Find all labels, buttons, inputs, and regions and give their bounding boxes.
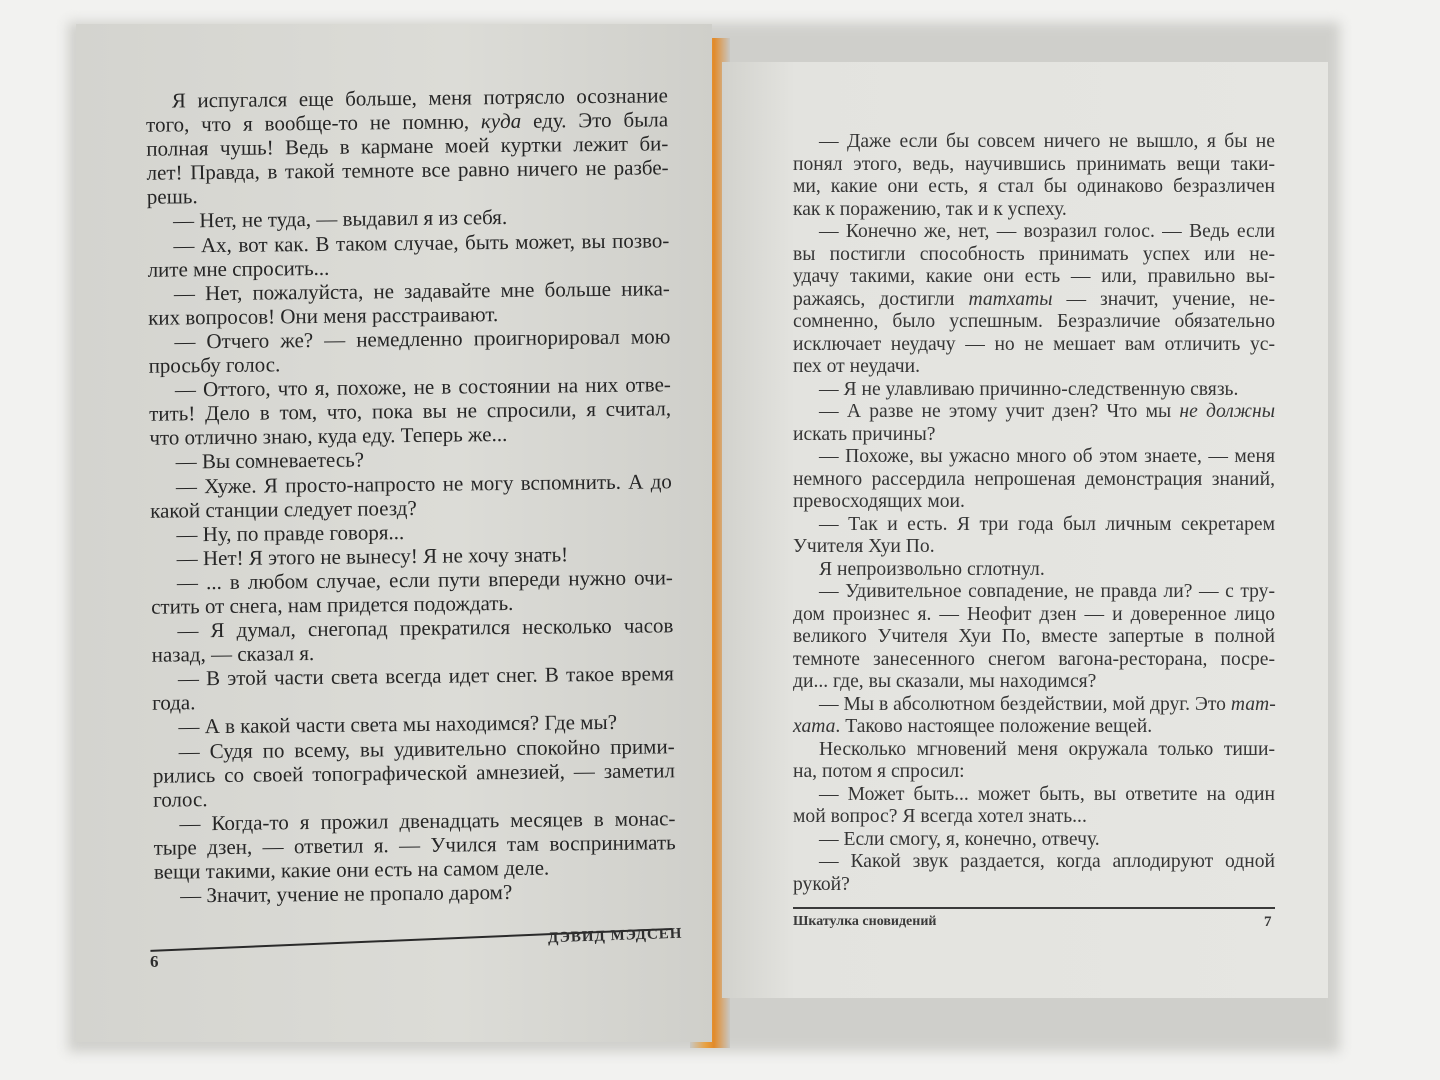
text-line: решь.: [146, 184, 198, 210]
text-line: дом произнес я. — Неофит дзен — и доверенное лицо: [793, 603, 1275, 625]
text-segment: . Таково настоящее положение вещей.: [835, 716, 1153, 737]
text-line: Я испугался еще больше, меня потрясло осознание: [171, 83, 668, 113]
text-line: какой станции следует поезд?: [150, 495, 417, 523]
text-line: ди... где, вы сказали, мы находимся?: [793, 671, 1097, 692]
text-line: — Если смогу, я, конечно, отвечу.: [819, 828, 1100, 850]
text-line: просьбу голос.: [148, 352, 281, 378]
text-line: — Я не улавливаю причинно-следственную связь.: [819, 378, 1239, 400]
text-line: удачу такими, какие они есть — или, правильно вы-: [793, 266, 1275, 287]
italic-term: татхаты: [968, 288, 1053, 310]
text-line: Несколько мгновений меня окружала только тиши-: [819, 738, 1275, 760]
right-page-body: [793, 131, 1275, 896]
italic-term: не должны: [1179, 401, 1276, 422]
text-line: — Ну, по правде говоря...: [176, 519, 405, 547]
text-line: понял этого, ведь, научившись принимать вещи таки-: [793, 153, 1275, 175]
paragraph: [148, 276, 670, 330]
text-line: — Нет, пожалуйста, не задавайте мне больше ника-: [173, 276, 670, 306]
text-line: исключает неудачу — но не мешает вам отличить ус-: [793, 333, 1275, 355]
paragraph: [150, 469, 672, 523]
paragraph: [793, 559, 1275, 582]
paragraph: [793, 446, 1275, 514]
text-line: Я непроизвольно сглотнул.: [819, 558, 1045, 580]
text-line: года.: [152, 690, 196, 716]
text-line: [793, 401, 1275, 424]
text-line: голос.: [153, 786, 208, 812]
text-line: — В этой части света всегда идет снег. В такое время: [177, 661, 675, 691]
text-line: сомненно, было успешным. Безразличие обязательно: [793, 311, 1275, 332]
text-line: тить! Дело в том, что, пока вы не спросили, я считал,: [149, 396, 672, 426]
text-line: — Я думал, снегопад прекратился несколько часов: [177, 613, 674, 643]
paragraph: [146, 83, 669, 209]
text-line: превосходящих мои.: [793, 491, 965, 512]
text-line: — Удивительное совпадение, не правда ли? — с тру-: [819, 581, 1275, 602]
text-line: что отлично знаю, куда еду. Теперь же...: [149, 422, 508, 451]
text-line: стить от снега, нам придется подождать.: [151, 590, 514, 619]
paragraph: [151, 565, 673, 619]
text-line: Учителя Хуи По.: [793, 536, 935, 557]
paragraph: [793, 694, 1275, 739]
text-line: — Ах, вот как. В таком случае, быть может, вы позво-: [173, 227, 670, 258]
text-line: — ... в любом случае, если пути впереди нужно очи-: [176, 565, 673, 595]
text-line: — Когда-то я прожил двенадцать месяцев в монас-: [179, 806, 676, 836]
text-line: — А в какой части света мы находимся? Где мы?: [178, 710, 618, 739]
italic-term: хата: [793, 716, 836, 737]
text-line: тыре дзен, — ответил я. — Учился там воспринимать: [153, 830, 676, 860]
text-line: рукой?: [793, 873, 850, 895]
text-line: — Судя по всему, вы удивительно спокойно прими-: [178, 733, 675, 763]
text-line: полная чушь! Ведь в кармане моей куртки лежит би-: [146, 131, 669, 161]
text-line: — Оттого, что я, похоже, не в состоянии на них отве-: [174, 372, 671, 402]
text-line: мой вопрос? Я всегда хотел знать...: [793, 806, 1087, 827]
text-line: — Отчего же? — немедленно проигнорировал мою: [174, 324, 671, 354]
text-line: лите мне спросить...: [147, 255, 330, 282]
paragraph: [793, 379, 1275, 402]
italic-term: куда: [480, 108, 522, 134]
paragraph: [151, 613, 673, 667]
text-line: — Вы сомневаетесь?: [175, 447, 365, 474]
text-line: назад, — сказал я.: [151, 641, 315, 667]
text-segment: — значит, учение, не-: [1052, 288, 1276, 310]
running-head-title: Шкатулка сновидений: [793, 914, 937, 929]
running-head-author: ДЭВИД МЭДСЕН: [547, 925, 683, 947]
paragraph: [149, 372, 672, 450]
paragraph: [793, 221, 1275, 379]
text-line: — Конечно же, нет, — возразил голос. — Ведь если: [819, 221, 1275, 242]
text-line: великого Учителя Хуи По, вместе запертые в полной: [793, 626, 1275, 647]
text-line: — Какой звук раздается, когда аплодируют одной: [819, 851, 1275, 872]
text-line: искать причины?: [793, 423, 936, 445]
text-line: — Значит, учение не пропало даром?: [180, 880, 513, 908]
text-line: пех от неудачи.: [793, 356, 920, 377]
text-line: — Похоже, вы ужасно много об этом знаете, — меня: [819, 446, 1275, 467]
paragraph: [153, 734, 676, 812]
text-line: ми, какие они есть, я стал бы одинаково безразличен: [793, 176, 1275, 197]
text-line: — Так и есть. Я три года был личным секретарем: [819, 513, 1275, 535]
text-line: [793, 289, 1275, 312]
text-line: — Хуже. Я просто-напросто не могу вспомнить. А до: [175, 468, 672, 498]
text-line: — Может быть... может быть, вы ответите на один: [819, 783, 1275, 805]
text-line: — Даже если бы совсем ничего не вышло, я бы не: [819, 131, 1275, 152]
footer-rule-right: [793, 907, 1275, 909]
text-segment: еду. Это была: [521, 107, 669, 133]
text-line: — Нет! Я этого не вынесу! Я не хочу знать!: [176, 542, 569, 571]
text-line: — Нет, не туда, — выдавил я из себя.: [172, 205, 508, 233]
text-line: [793, 694, 1275, 717]
text-line: немного рассердила непрошеная демонстрация знаний,: [793, 468, 1275, 490]
paragraph: [793, 401, 1275, 446]
text-segment: ражаясь, достигли: [793, 288, 969, 310]
left-page-body: [146, 83, 677, 908]
text-segment: того, что я вообще-то не помню,: [145, 109, 482, 137]
text-segment: — А разве не этому учит дзен? Что мы: [819, 401, 1180, 422]
paragraph: [152, 662, 674, 716]
text-line: темноте занесенного снегом вагона-ресторана, посре-: [793, 648, 1275, 670]
paragraph: [793, 829, 1275, 852]
italic-term: тат-: [1230, 693, 1276, 715]
paragraph: [153, 806, 676, 884]
text-line: как к поражению, так и к успеху.: [793, 198, 1067, 220]
paragraph: [793, 581, 1275, 694]
page-number-right: 7: [1264, 914, 1272, 930]
text-line: рились со своей топографической амнезией, — заметил: [152, 757, 676, 788]
paragraph: [793, 851, 1275, 896]
page-number-left: 6: [150, 952, 159, 971]
paragraph: [147, 228, 669, 282]
paragraph: [148, 324, 670, 378]
text-segment: — Мы в абсолютном бездействии, мой друг. Это: [819, 693, 1231, 715]
text-line: лет! Правда, в такой темноте все равно ничего не разбе-: [146, 155, 669, 186]
text-line: ких вопросов! Они меня расстраивают.: [147, 301, 499, 330]
text-line: на, потом я спросил:: [793, 761, 965, 782]
paragraph: [793, 739, 1275, 784]
paragraph: [793, 514, 1275, 559]
text-line: вы постигли способность принимать успех или не-: [793, 243, 1275, 265]
text-line: [793, 716, 1275, 739]
paragraph: [793, 784, 1275, 829]
text-line: вещи такими, какие они есть на самом деле.: [153, 855, 550, 884]
paragraph: [793, 131, 1275, 221]
